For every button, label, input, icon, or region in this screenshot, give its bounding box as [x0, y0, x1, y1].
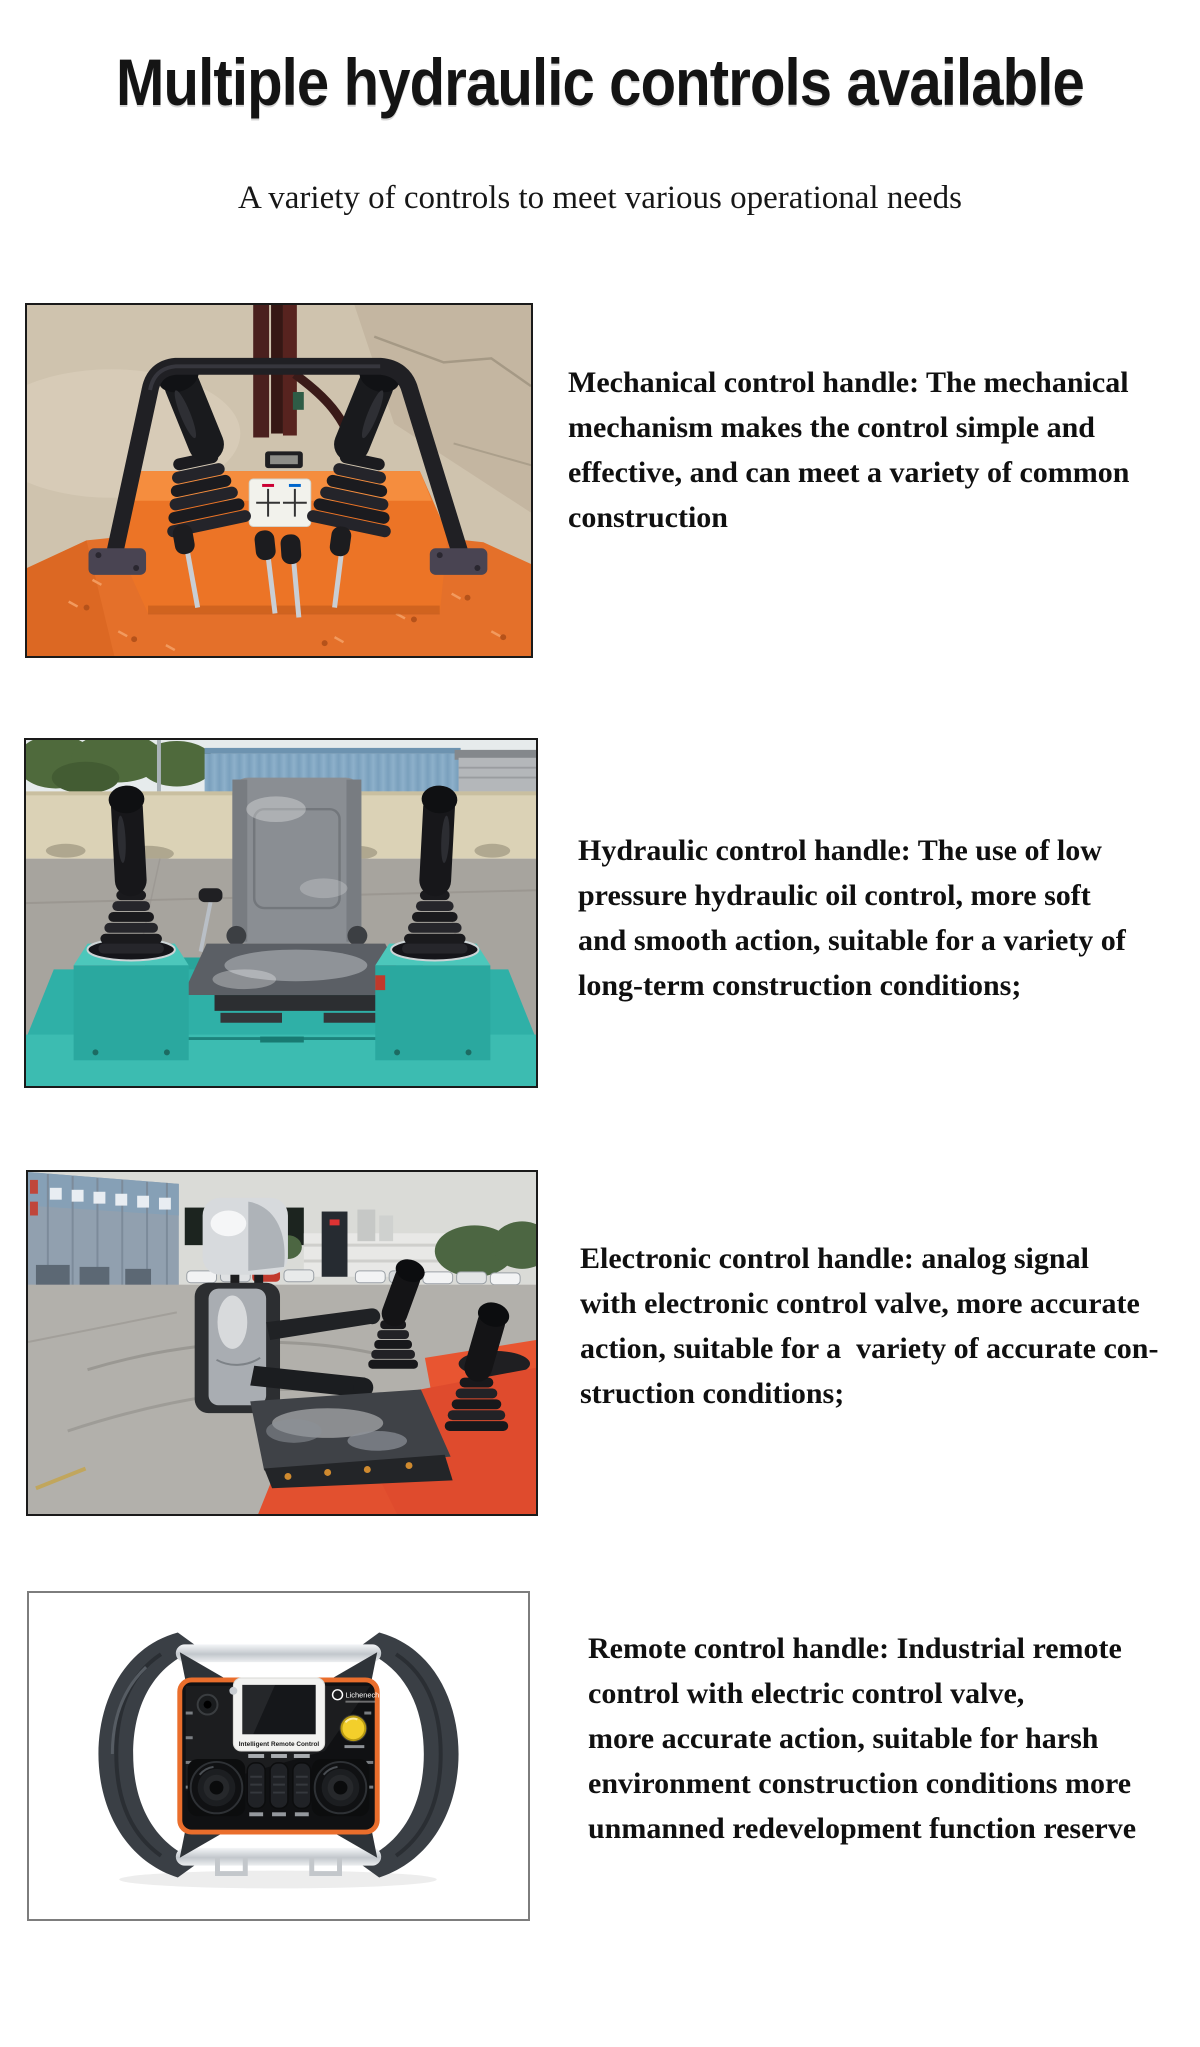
- text-line: and smooth action, suitable for a variety of: [578, 924, 1126, 957]
- electronic-photo-art: [28, 1172, 536, 1514]
- mechanical-photo-art: [27, 305, 531, 656]
- mechanical-description: [568, 360, 1129, 540]
- bottom-tube: [176, 1848, 381, 1866]
- brand-text: Lichenech: [345, 1690, 380, 1700]
- left-stick: [188, 1759, 246, 1816]
- screen-caption: Intelligent Remote Control: [238, 1741, 320, 1749]
- text-line: with electronic control valve, more accurate: [580, 1287, 1140, 1320]
- screw: [229, 1687, 237, 1695]
- gray-house: [455, 750, 536, 797]
- page-subtitle: A variety of controls to meet various operational needs: [238, 180, 962, 216]
- right-stick: [312, 1759, 370, 1816]
- text-line: control with electric control valve,: [588, 1677, 1025, 1710]
- text-line: construction: [568, 501, 728, 534]
- text-line: effective, and can meet a variety of common: [568, 456, 1130, 489]
- control-pattern-decal: [249, 479, 311, 526]
- top-tube: [176, 1644, 381, 1662]
- text-line: long-term construction conditions;: [578, 969, 1022, 1002]
- text-line: Electronic control handle: analog signal: [580, 1242, 1089, 1275]
- hydraulic-control-handle-photo: [24, 738, 538, 1088]
- remote-description: [588, 1626, 1136, 1851]
- page-title-text: Multiple hydraulic controls available: [116, 45, 1084, 119]
- paddle-switches: [247, 1754, 310, 1816]
- text-line: mechanism makes the control simple and: [568, 411, 1095, 444]
- hydraulic-description: [578, 828, 1126, 1008]
- text-line: Remote control handle: Industrial remote: [588, 1632, 1122, 1665]
- hydraulic-photo-art: [26, 740, 536, 1086]
- text-line: action, suitable for a variety of accurate con-: [580, 1332, 1159, 1365]
- text-line: environment construction conditions more: [588, 1767, 1132, 1800]
- text-line: struction conditions;: [580, 1377, 845, 1410]
- control-console: [112, 451, 447, 614]
- remote-control-handle-photo: [27, 1591, 530, 1921]
- text-line: Mechanical control handle: The mechanical: [568, 366, 1129, 399]
- page-title: [0, 45, 1200, 119]
- text-line: unmanned redevelopment function reserve: [588, 1812, 1137, 1845]
- remote-photo-art: [29, 1593, 528, 1919]
- electronic-description: [580, 1236, 1158, 1416]
- text-line: more accurate action, suitable for harsh: [588, 1722, 1099, 1755]
- text-line: pressure hydraulic oil control, more soft: [578, 879, 1091, 912]
- text-line: Hydraulic control handle: The use of low: [578, 834, 1102, 867]
- electronic-control-handle-photo: [26, 1170, 538, 1516]
- mini-joystick: [198, 1695, 218, 1715]
- mechanical-control-handle-photo: [25, 303, 533, 658]
- screen-panel: [233, 1678, 324, 1751]
